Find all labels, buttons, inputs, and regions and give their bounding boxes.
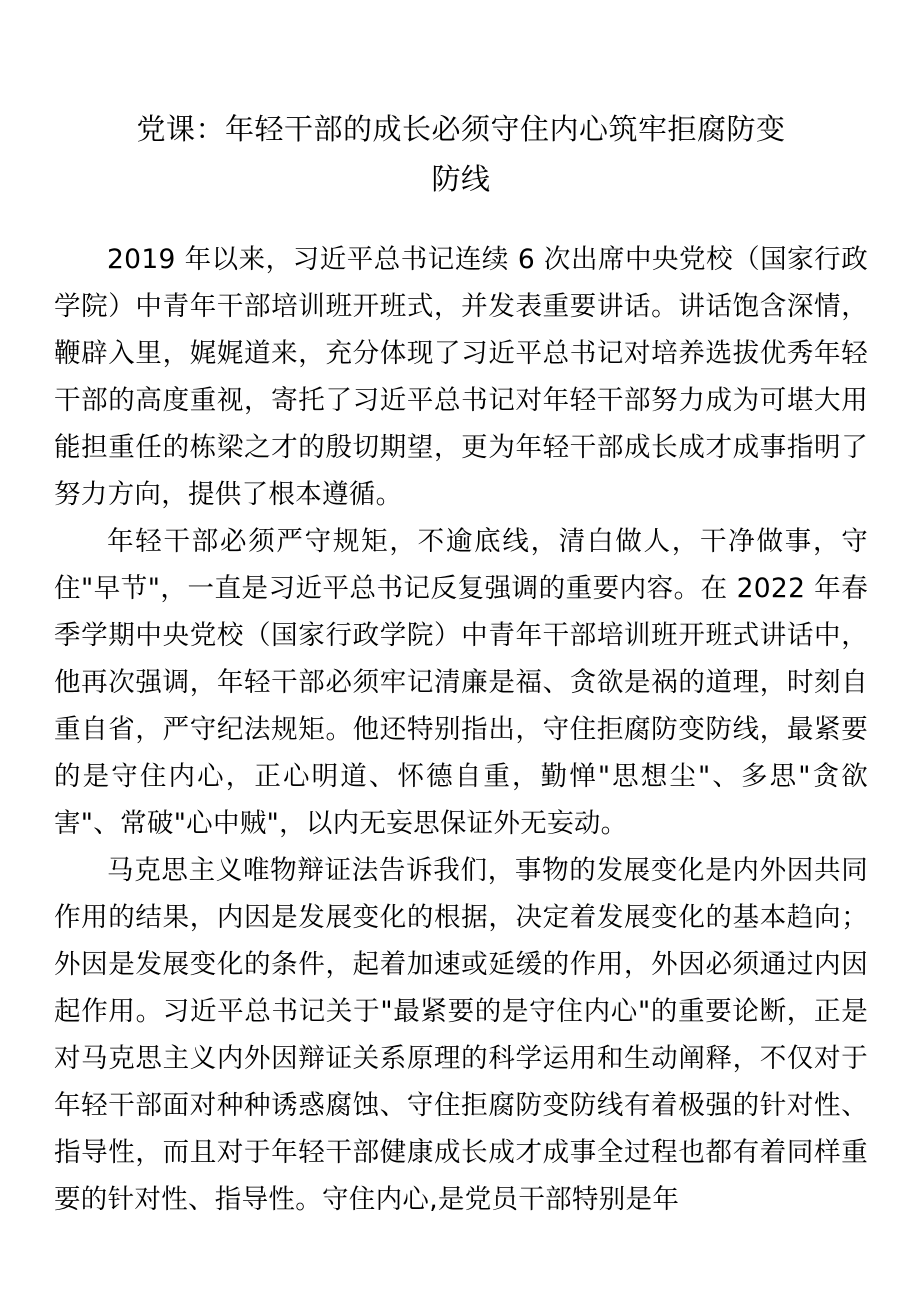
document-title [54,104,868,204]
document-title-line-2: 防线 [431,162,491,196]
paragraph-2: 年轻干部必须严守规矩，不逾底线，清白做人，干净做事，守住"早节"，一直是习近平总书记反复强调的重要内容。在 2022 年春季学期中央党校（国家行政学院）中青年干部培训班开班式讲话中，他再次强调，年轻干部必须牢记清廉是福、贪欲是祸的道理，时刻自重自省，严守纪法规矩。他还特别指出，守住拒腐防变防线，最紧要的是守住内心，正心明道、怀德自重，勤惮"思想尘"、多思"贪欲害"、常破"心中贼"，以内无妄思保证外无妄动。 [54,526,868,839]
document-title-line-1: 党课：年轻干部的成长必须守住内心筑牢拒腐防变 [136,112,786,146]
document-body [54,236,868,1223]
paragraph-1: 2019 年以来，习近平总书记连续 6 次出席中央党校（国家行政学院）中青年干部培训班开班式，并发表重要讲话。讲话饱含深情，鞭辟入里，娓娓道来，充分体现了习近平总书记对培养选拔优秀年轻干部的高度重视，寄托了习近平总书记对年轻干部努力成为可堪大用能担重任的栋梁之才的殷切期望，更为年轻干部成长成才成事指明了努力方向，提供了根本遵循。 [54,244,868,510]
paragraph-3: 马克思主义唯物辩证法告诉我们，事物的发展变化是内外因共同作用的结果，内因是发展变化的根据，决定着发展变化的基本趋向；外因是发展变化的条件，起着加速或延缓的作用，外因必须通过内因起作用。习近平总书记关于"最紧要的是守住内心"的重要论断，正是对马克思主义内外因辩证关系原理的科学运用和生动阐释，不仅对于年轻干部面对种种诱惑腐蚀、守住拒腐防变防线有着极强的针对性、指导性，而且对于年轻干部健康成长成才成事全过程也都有着同样重要的针对性、指导性。守住内心,是党员干部特别是年 [54,855,868,1215]
